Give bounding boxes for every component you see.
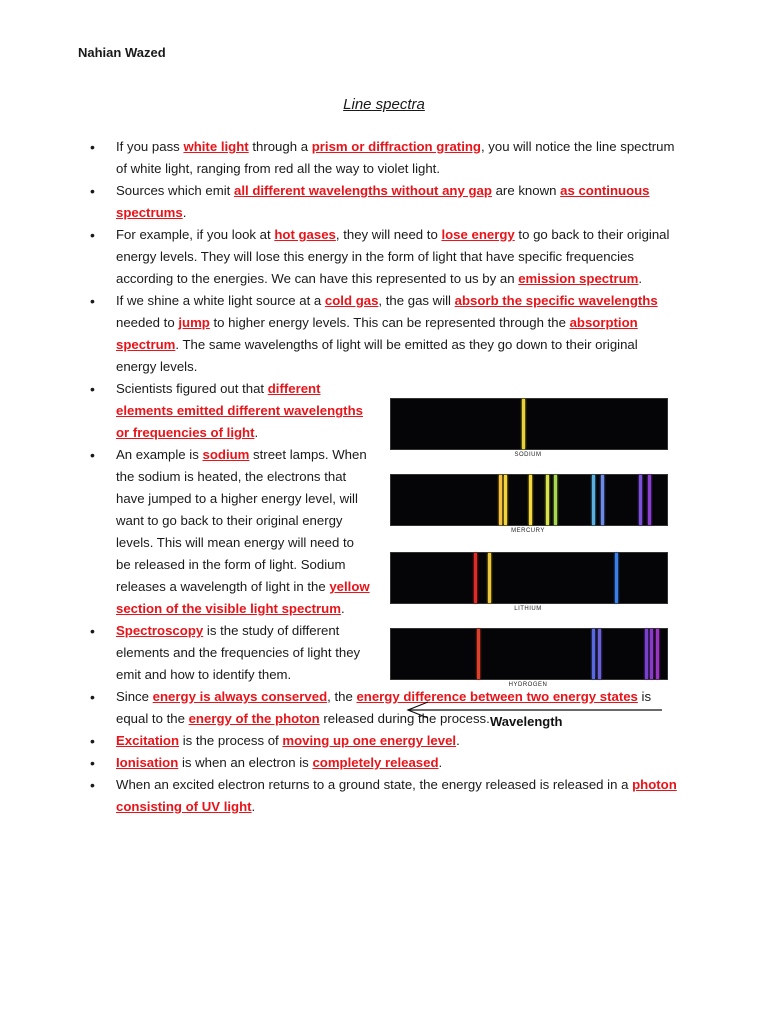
highlighted-term: completely released — [312, 755, 439, 770]
bullet-text: to go back to their original energy levels. They will lose this energy in the form of light that have specific frequencies according to the energies. We can have this represented to us by an — [116, 227, 670, 286]
bullet-item — [90, 224, 680, 290]
bullet-text: is the study of different elements and the frequencies of light they emit and how to identify them. — [116, 623, 361, 682]
bullet-item — [90, 774, 680, 818]
bullet-text: . — [456, 733, 460, 748]
bullet-text: . — [254, 425, 259, 440]
spectral-line — [639, 475, 642, 525]
bullet-item — [90, 290, 680, 378]
spectral-line — [598, 629, 601, 679]
highlighted-term: energy is always conserved — [152, 689, 328, 704]
bullet-item — [90, 180, 680, 224]
highlighted-term: different elements emitted different wavelengths or frequencies of light — [116, 381, 363, 440]
highlighted-term: cold gas — [324, 293, 379, 308]
author-name: Nahian Wazed — [78, 45, 166, 60]
spectral-line — [648, 475, 651, 525]
bullet-text: needed to — [116, 315, 179, 330]
bullet-text: street lamps. When the sodium is heated, the electrons that have jumped to a higher energy level, will want to go back to their original energy levels. This will mean energy will need to be released in the form of light. Sodium releases a wavelength of light in the — [116, 447, 367, 594]
spectrum-strip-mercury — [390, 474, 668, 526]
bullet-text: . — [251, 799, 256, 814]
bullet-text: . — [638, 271, 643, 286]
spectral-line — [554, 475, 557, 525]
bullet-item — [90, 752, 680, 774]
highlighted-term: hot gases — [274, 227, 336, 242]
highlighted-term: absorb the specific wavelengths — [454, 293, 658, 308]
bullet-text: Sources which emit — [116, 183, 234, 198]
highlighted-term: energy of the photon — [188, 711, 320, 726]
bullet-item — [90, 444, 371, 620]
bullet-text: . — [340, 601, 345, 616]
highlighted-term: energy difference between two energy states — [356, 689, 638, 704]
spectral-line — [650, 629, 653, 679]
bullet-text: . — [438, 755, 443, 770]
highlighted-term: as continuous spectrums — [116, 183, 650, 220]
highlighted-term: photon consisting of UV light — [116, 777, 677, 814]
highlighted-term: all different wavelengths without any gap — [234, 183, 492, 198]
highlighted-term: Ionisation — [116, 755, 179, 770]
spectral-line — [592, 475, 595, 525]
spectrum-label: HYDROGEN — [508, 682, 548, 688]
bullet-text: through a — [248, 139, 312, 154]
bullet-text: Scientists figured out that — [116, 381, 268, 396]
highlighted-term: jump — [178, 315, 210, 330]
highlighted-term: Excitation — [116, 733, 180, 748]
highlighted-term: absorption spectrum — [116, 315, 638, 352]
bullet-text: released during the process. — [319, 711, 490, 726]
bullet-item — [90, 378, 371, 444]
spectral-line — [615, 553, 618, 603]
bullet-text: If we shine a white light source at a — [116, 293, 325, 308]
spectra-figure — [388, 396, 670, 746]
bullet-item — [90, 136, 680, 180]
spectral-line — [601, 475, 604, 525]
spectrum-label: SODIUM — [514, 452, 542, 458]
spectral-line — [656, 629, 659, 679]
bullet-text: . — [182, 205, 187, 220]
spectral-line — [488, 553, 491, 603]
spectral-line — [474, 553, 477, 603]
spectral-line — [522, 399, 525, 449]
bullet-text: , the — [327, 689, 357, 704]
bullet-text: is when an electron is — [178, 755, 313, 770]
highlighted-term: yellow section of the visible light spectrum — [116, 579, 370, 616]
spectral-line — [645, 629, 648, 679]
highlighted-term: moving up one energy level — [282, 733, 457, 748]
bullet-item — [90, 620, 371, 686]
highlighted-term: emission spectrum — [518, 271, 639, 286]
spectral-line — [546, 475, 549, 525]
bullet-text: is equal to the — [116, 689, 652, 726]
bullet-text: , the gas will — [378, 293, 455, 308]
spectral-line — [504, 475, 507, 525]
spectral-line — [477, 629, 480, 679]
spectral-line — [529, 475, 532, 525]
spectrum-label: LITHIUM — [514, 606, 542, 612]
wavelength-label: Wavelength — [490, 714, 563, 729]
bullet-text: is the process of — [179, 733, 283, 748]
page-title: Line spectra — [343, 96, 425, 113]
bullet-text: An example is — [116, 447, 203, 462]
highlighted-term: Spectroscopy — [116, 623, 204, 638]
bullet-text: to higher energy levels. This can be represented through the — [209, 315, 570, 330]
spectral-line — [592, 629, 595, 679]
spectrum-strip-hydrogen — [390, 628, 668, 680]
highlighted-term: white light — [183, 139, 249, 154]
bullet-text: When an excited electron returns to a ground state, the energy released is released in a — [116, 777, 633, 792]
bullet-text: , they will need to — [335, 227, 442, 242]
highlighted-term: prism or diffraction grating — [311, 139, 481, 154]
bullet-text: are known — [491, 183, 561, 198]
bullet-text: Since — [116, 689, 153, 704]
highlighted-term: lose energy — [441, 227, 515, 242]
bullet-text: If you pass — [116, 139, 184, 154]
bullet-text: For example, if you look at — [116, 227, 275, 242]
spectrum-strip-lithium — [390, 552, 668, 604]
spectral-line — [499, 475, 502, 525]
spectrum-label: MERCURY — [511, 528, 545, 534]
spectrum-strip-sodium — [390, 398, 668, 450]
bullet-text: . The same wavelengths of light will be emitted as they go down to their original energy levels. — [116, 337, 638, 374]
highlighted-term: sodium — [202, 447, 250, 462]
bullet-text: , you will notice the line spectrum of white light, ranging from red all the way to violet light. — [116, 139, 675, 176]
